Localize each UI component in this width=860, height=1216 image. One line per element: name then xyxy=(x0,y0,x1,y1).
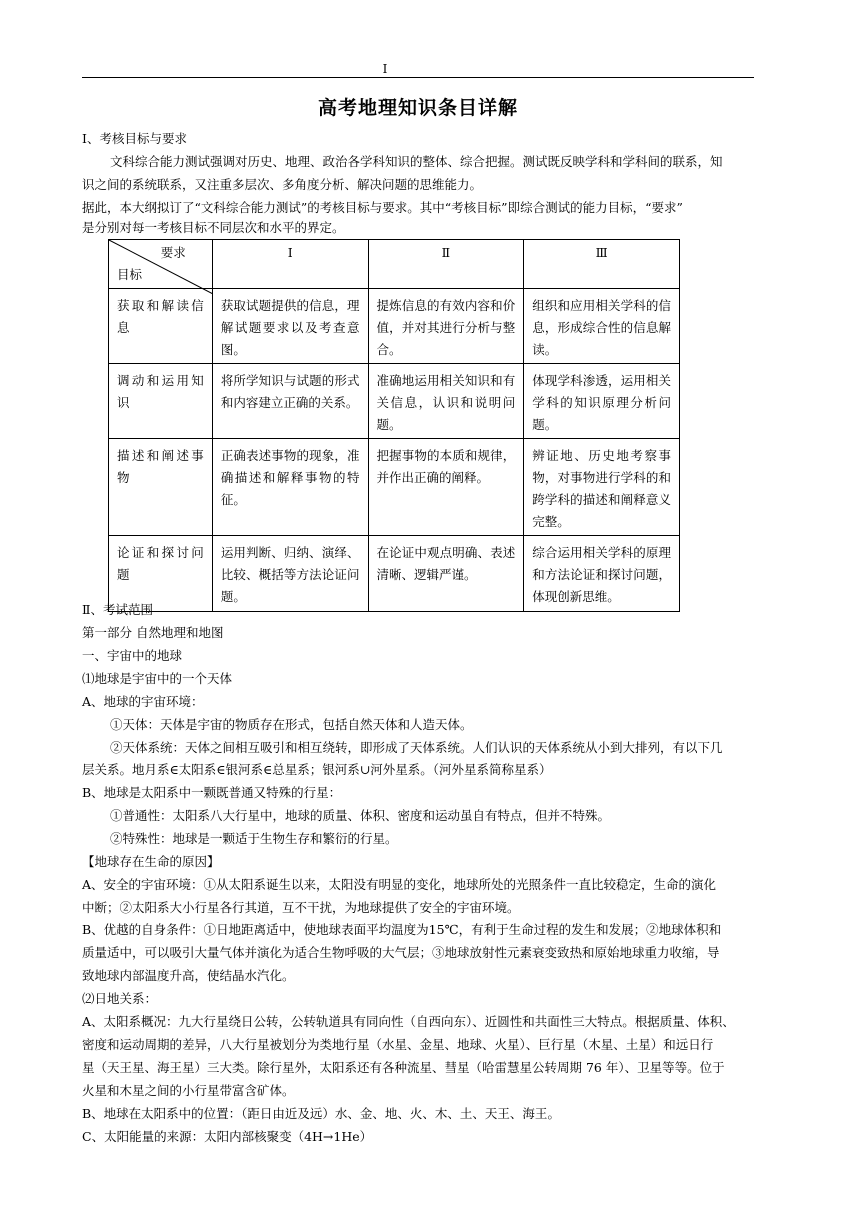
paragraph-line: 中断；②太阳系大小行星各行其道，互不干扰，为地球提供了安全的宇宙环境。 xyxy=(82,900,520,915)
paragraph-line: ①普通性：太阳系八大行星中，地球的质量、体积、密度和运动虽自有特点，但并不特殊。 xyxy=(110,808,611,823)
corner-label-requirement: 要求 xyxy=(160,245,186,260)
paragraph-line: A、地球的宇宙环境： xyxy=(82,694,204,709)
paragraph-line: ②特殊性：地球是一颗适于生物生存和繁衍的行星。 xyxy=(110,831,398,846)
paragraph-line: 识之间的系统联系，又注重多层次、多角度分析、解决问题的思维能力。 xyxy=(82,177,483,192)
header-rule xyxy=(82,77,754,78)
paragraph-line: ①天体：天体是宇宙的物质存在形式，包括自然天体和人造天体。 xyxy=(110,717,473,732)
paragraph-line: C、太阳能量的来源：太阳内部核聚变（4H→1He） xyxy=(82,1129,373,1144)
goal-cell: 论证和探讨问题 xyxy=(109,536,213,612)
level-cell: 综合运用相关学科的原理和方法论证和探讨问题，体现创新思维。 xyxy=(524,536,680,612)
level-cell: 正确表述事物的现象，准确描述和解释事物的特征。 xyxy=(212,439,368,536)
subsection-heading: ⑵日地关系： xyxy=(82,991,158,1006)
paragraph-line: A、太阳系概况：九大行星绕日公转，公转轨道具有同向性（自西向东）、近圆性和共面性三大特点。根据质量、体积、 xyxy=(82,1014,735,1029)
page-number: I xyxy=(382,62,388,76)
level-cell: 体现学科渗透，运用相关学科的知识原理分析问题。 xyxy=(524,364,680,439)
paragraph-line: 据此，本大纲拟订了“文科综合能力测试”的考核目标与要求。其中“考核目标”即综合测试的能力目标，“要求” xyxy=(82,200,683,215)
paragraph-line: 层关系。地月系∈太阳系∈银河系∈总星系；银河系∪河外星系。（河外星系简称星系） xyxy=(82,762,552,777)
level-cell: 在论证中观点明确、表述清晰、逻辑严谨。 xyxy=(368,536,524,612)
part-heading: 第一部分 自然地理和地图 xyxy=(82,625,224,640)
paragraph-line: 致地球内部温度升高，使结晶水汽化。 xyxy=(82,968,295,983)
goal-cell: 获取和解读信息 xyxy=(109,289,213,364)
paragraph-line: 质量适中，可以吸引大量气体并演化为适合生物呼吸的大气层；③地球放射性元素衰变致热和原始地球重力收缩，导 xyxy=(82,945,720,960)
level-header: Ⅰ xyxy=(212,240,368,289)
paragraph-line: 是分别对每一考核目标不同层次和水平的界定。 xyxy=(82,220,345,235)
section-heading: Ⅰ、考核目标与要求 xyxy=(82,131,187,146)
requirements-table xyxy=(108,239,680,612)
subsection-heading: ⑴地球是宇宙中的一个天体 xyxy=(82,671,233,686)
bracket-heading: 【地球存在生命的原因】 xyxy=(82,854,220,869)
level-cell: 运用判断、归纳、演绎、比较、概括等方法论证问题。 xyxy=(212,536,368,612)
chapter-heading: 一、宇宙中的地球 xyxy=(82,648,183,663)
goal-cell: 调动和运用知识 xyxy=(109,364,213,439)
level-cell: 获取试题提供的信息，理解试题要求以及考查意图。 xyxy=(212,289,368,364)
level-cell: 组织和应用相关学科的信息，形成综合性的信息解读。 xyxy=(524,289,680,364)
table-row xyxy=(109,364,680,439)
section-heading: Ⅱ、考试范围 xyxy=(82,602,153,617)
paragraph-line: 火星和木星之间的小行星带富含矿体。 xyxy=(82,1083,295,1098)
level-cell: 提炼信息的有效内容和价值，并对其进行分析与整合。 xyxy=(368,289,524,364)
level-cell: 把握事物的本质和规律，并作出正确的阐释。 xyxy=(368,439,524,536)
paragraph-line: 文科综合能力测试强调对历史、地理、政治各学科知识的整体、综合把握。测试既反映学科和学科间的联系，知 xyxy=(110,154,723,169)
level-cell: 准确地运用相关知识和有关信息，认识和说明问题。 xyxy=(368,364,524,439)
paragraph-line: B、优越的自身条件：①日地距离适中，使地球表面平均温度为15℃，有利于生命过程的发生和发展；②地球体积和 xyxy=(82,922,722,937)
level-header: Ⅱ xyxy=(368,240,524,289)
paragraph-line: A、安全的宇宙环境：①从太阳系诞生以来，太阳没有明显的变化，地球所处的光照条件一直比较稳定，生命的演化 xyxy=(82,877,717,892)
table-row xyxy=(109,289,680,364)
table-row xyxy=(109,439,680,536)
level-cell: 将所学知识与试题的形式和内容建立正确的关系。 xyxy=(212,364,368,439)
table-corner-cell xyxy=(109,240,213,289)
paragraph-line: B、地球在太阳系中的位置：（距日由近及远）水、金、地、火、木、土、天王、海王。 xyxy=(82,1106,560,1121)
table-header-row xyxy=(109,240,680,289)
paragraph-line: ②天体系统：天体之间相互吸引和相互绕转，即形成了天体系统。人们认识的天体系统从小到大排列，有以下几 xyxy=(110,740,723,755)
goal-cell: 描述和阐述事物 xyxy=(109,439,213,536)
paragraph-line: 密度和运动周期的差异，八大行星被划分为类地行星（水星、金星、地球、火星）、巨行星（木星、土星）和远日行 xyxy=(82,1037,714,1052)
level-cell: 辨证地、历史地考察事物，对事物进行学科的和跨学科的描述和阐释意义完整。 xyxy=(524,439,680,536)
paragraph-line: B、地球是太阳系中一颗既普通又特殊的行星： xyxy=(82,785,342,800)
paragraph-line: 星（天王星、海王星）三大类。除行星外，太阳系还有各种流星、彗星（哈雷慧星公转周期 76 年）、卫星等等。位于 xyxy=(82,1060,725,1075)
document-title: 高考地理知识条目详解 xyxy=(317,97,518,119)
corner-label-goal: 目标 xyxy=(117,267,143,282)
level-header: Ⅲ xyxy=(524,240,680,289)
